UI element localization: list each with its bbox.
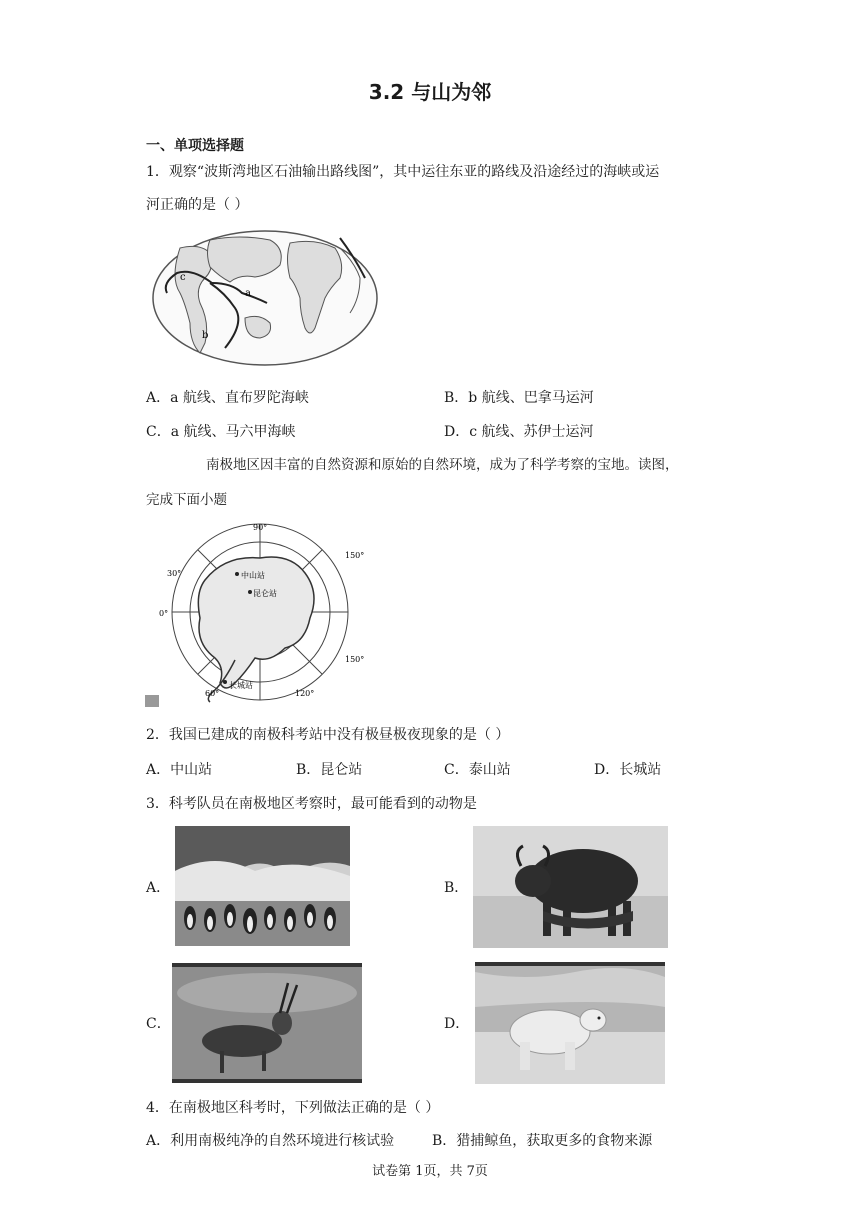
map-label-a: a [245,288,251,299]
antarctica-polar-map [145,520,380,710]
map-deg-150w: 150° [345,655,365,664]
map-deg-0: 0° [159,609,169,618]
q2-option-d: D．长城站 [594,762,662,778]
q4-option-a: A．利用南极纯净的自然环境进行核试验 [146,1133,395,1149]
yak-photo [473,826,668,948]
q3-option-c: C． [146,1016,171,1032]
q4-stem: 4．在南极地区科考时，下列做法正确的是（ ） [146,1100,440,1116]
map-deg-30: 30° [167,569,182,578]
map-deg-top: 90° [253,523,268,532]
q1-option-d: D．c 航线、苏伊士运河 [444,424,594,440]
map-deg-120: 120° [295,689,315,698]
q1-stem-line1: 1．观察“波斯湾地区石油输出路线图”，其中运往东亚的路线及沿途经过的海峡或运 [146,164,660,180]
q4-option-b: B．猎捕鲸鱼，获取更多的食物来源 [432,1133,653,1149]
passage-line1: 南极地区因丰富的自然资源和原始的自然环境，成为了科学考察的宝地。读图， [206,457,679,473]
antelope-photo [172,963,362,1083]
polar-bear-photo [475,962,665,1084]
section-heading: 一、单项选择题 [146,138,244,154]
q2-option-a: A．中山站 [146,762,213,778]
q1-option-c: C．a 航线、马六甲海峡 [146,424,296,440]
q3-option-a: A． [146,880,171,896]
q1-option-a: A．a 航线、直布罗陀海峡 [146,390,309,406]
map-deg-150e: 150° [345,551,365,560]
map-label-c: c [180,272,186,283]
page-footer: 试卷第 1页，共 7页 [372,1164,488,1179]
q2-stem: 2．我国已建成的南极科考站中没有极昼极夜现象的是（ ） [146,727,510,743]
page-title: 3.2 与山为邻 [368,80,492,104]
map-station-changcheng: 长城站 [229,681,253,690]
passage-line2: 完成下面小题 [146,492,227,508]
oil-route-world-map [150,228,380,368]
map-label-b: b [202,330,209,341]
q2-option-b: B．昆仑站 [296,762,363,778]
map-deg-60: 60° [205,689,220,698]
map-station-zhongshan: 中山站 [241,571,265,580]
penguins-photo [175,826,350,946]
map-station-kunlun: 昆仑站 [253,589,277,598]
q3-option-d: D． [444,1016,470,1032]
q3-option-b: B． [444,880,469,896]
q1-option-b: B．b 航线、巴拿马运河 [444,390,594,406]
q2-option-c: C．泰山站 [444,762,511,778]
q1-stem-line2: 河正确的是（ ） [146,197,249,213]
q3-stem: 3．科考队员在南极地区考察时，最可能看到的动物是 [146,796,477,812]
